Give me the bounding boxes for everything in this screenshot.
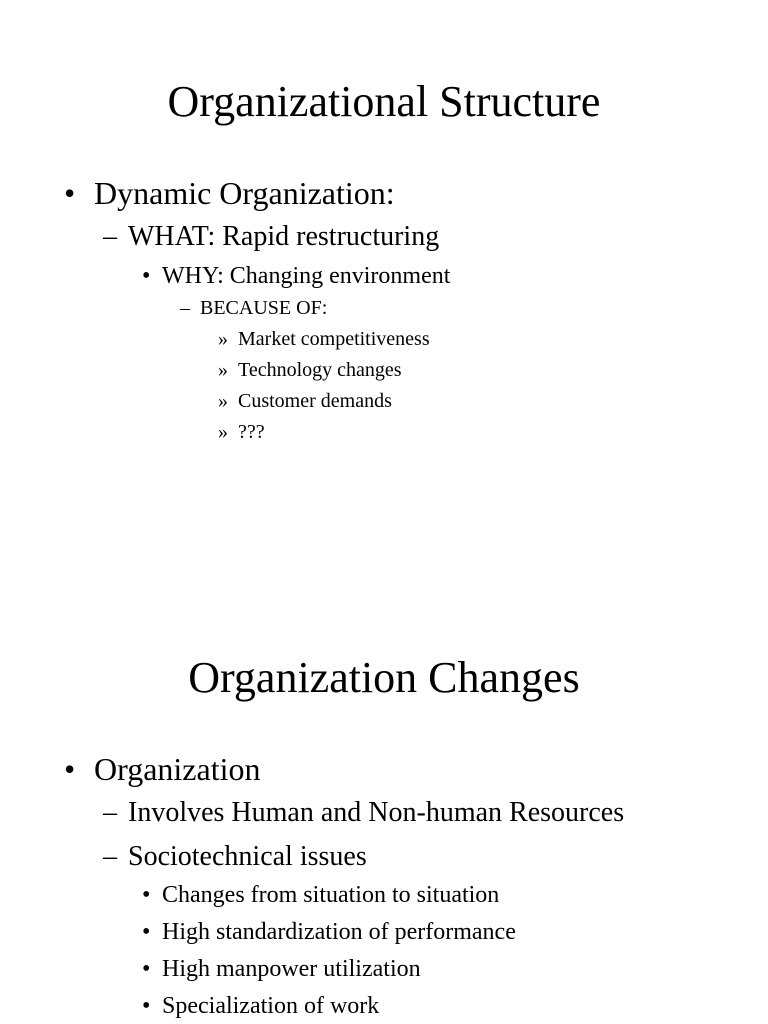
bullet-marker: –	[103, 841, 117, 872]
bullet-marker: •	[64, 175, 76, 211]
bullet-text: Sociotechnical issues	[128, 841, 367, 872]
bullet-marker: –	[103, 797, 117, 828]
bullet-text: Changes from situation to situation	[162, 882, 500, 908]
slide-title: Organization Changes	[188, 653, 580, 702]
bullet-text: BECAUSE OF:	[200, 297, 328, 319]
bullet-marker: »	[218, 328, 228, 350]
bullet-text: Technology changes	[238, 359, 402, 381]
bullet-marker: •	[64, 751, 76, 787]
bullet-marker: »	[218, 359, 228, 381]
bullet-marker: •	[142, 263, 151, 289]
bullet-marker: »	[218, 390, 228, 412]
bullet-text: Involves Human and Non-human Resources	[128, 797, 625, 828]
bullet-text: Customer demands	[238, 390, 392, 412]
bullet-text: WHY: Changing environment	[162, 263, 451, 289]
bullet-marker: •	[142, 993, 151, 1019]
bullet-text: Market competitiveness	[238, 328, 430, 350]
bullet-text: High manpower utilization	[162, 956, 421, 982]
slide-title: Organizational Structure	[167, 77, 601, 126]
bullet-marker: •	[142, 919, 151, 945]
bullet-marker: –	[180, 297, 190, 319]
bullet-marker: •	[142, 956, 151, 982]
slide-organization-changes	[0, 576, 768, 1024]
bullet-marker: •	[142, 882, 151, 908]
bullet-text: Organization	[94, 751, 261, 787]
bullet-marker: »	[218, 421, 228, 443]
bullet-text: Dynamic Organization:	[94, 175, 395, 211]
bullet-text: Specialization of work	[162, 993, 380, 1019]
bullet-text: ???	[238, 421, 265, 443]
bullet-marker: –	[103, 221, 117, 252]
bullet-text: High standardization of performance	[162, 919, 516, 945]
bullet-text: WHAT: Rapid restructuring	[128, 221, 440, 252]
